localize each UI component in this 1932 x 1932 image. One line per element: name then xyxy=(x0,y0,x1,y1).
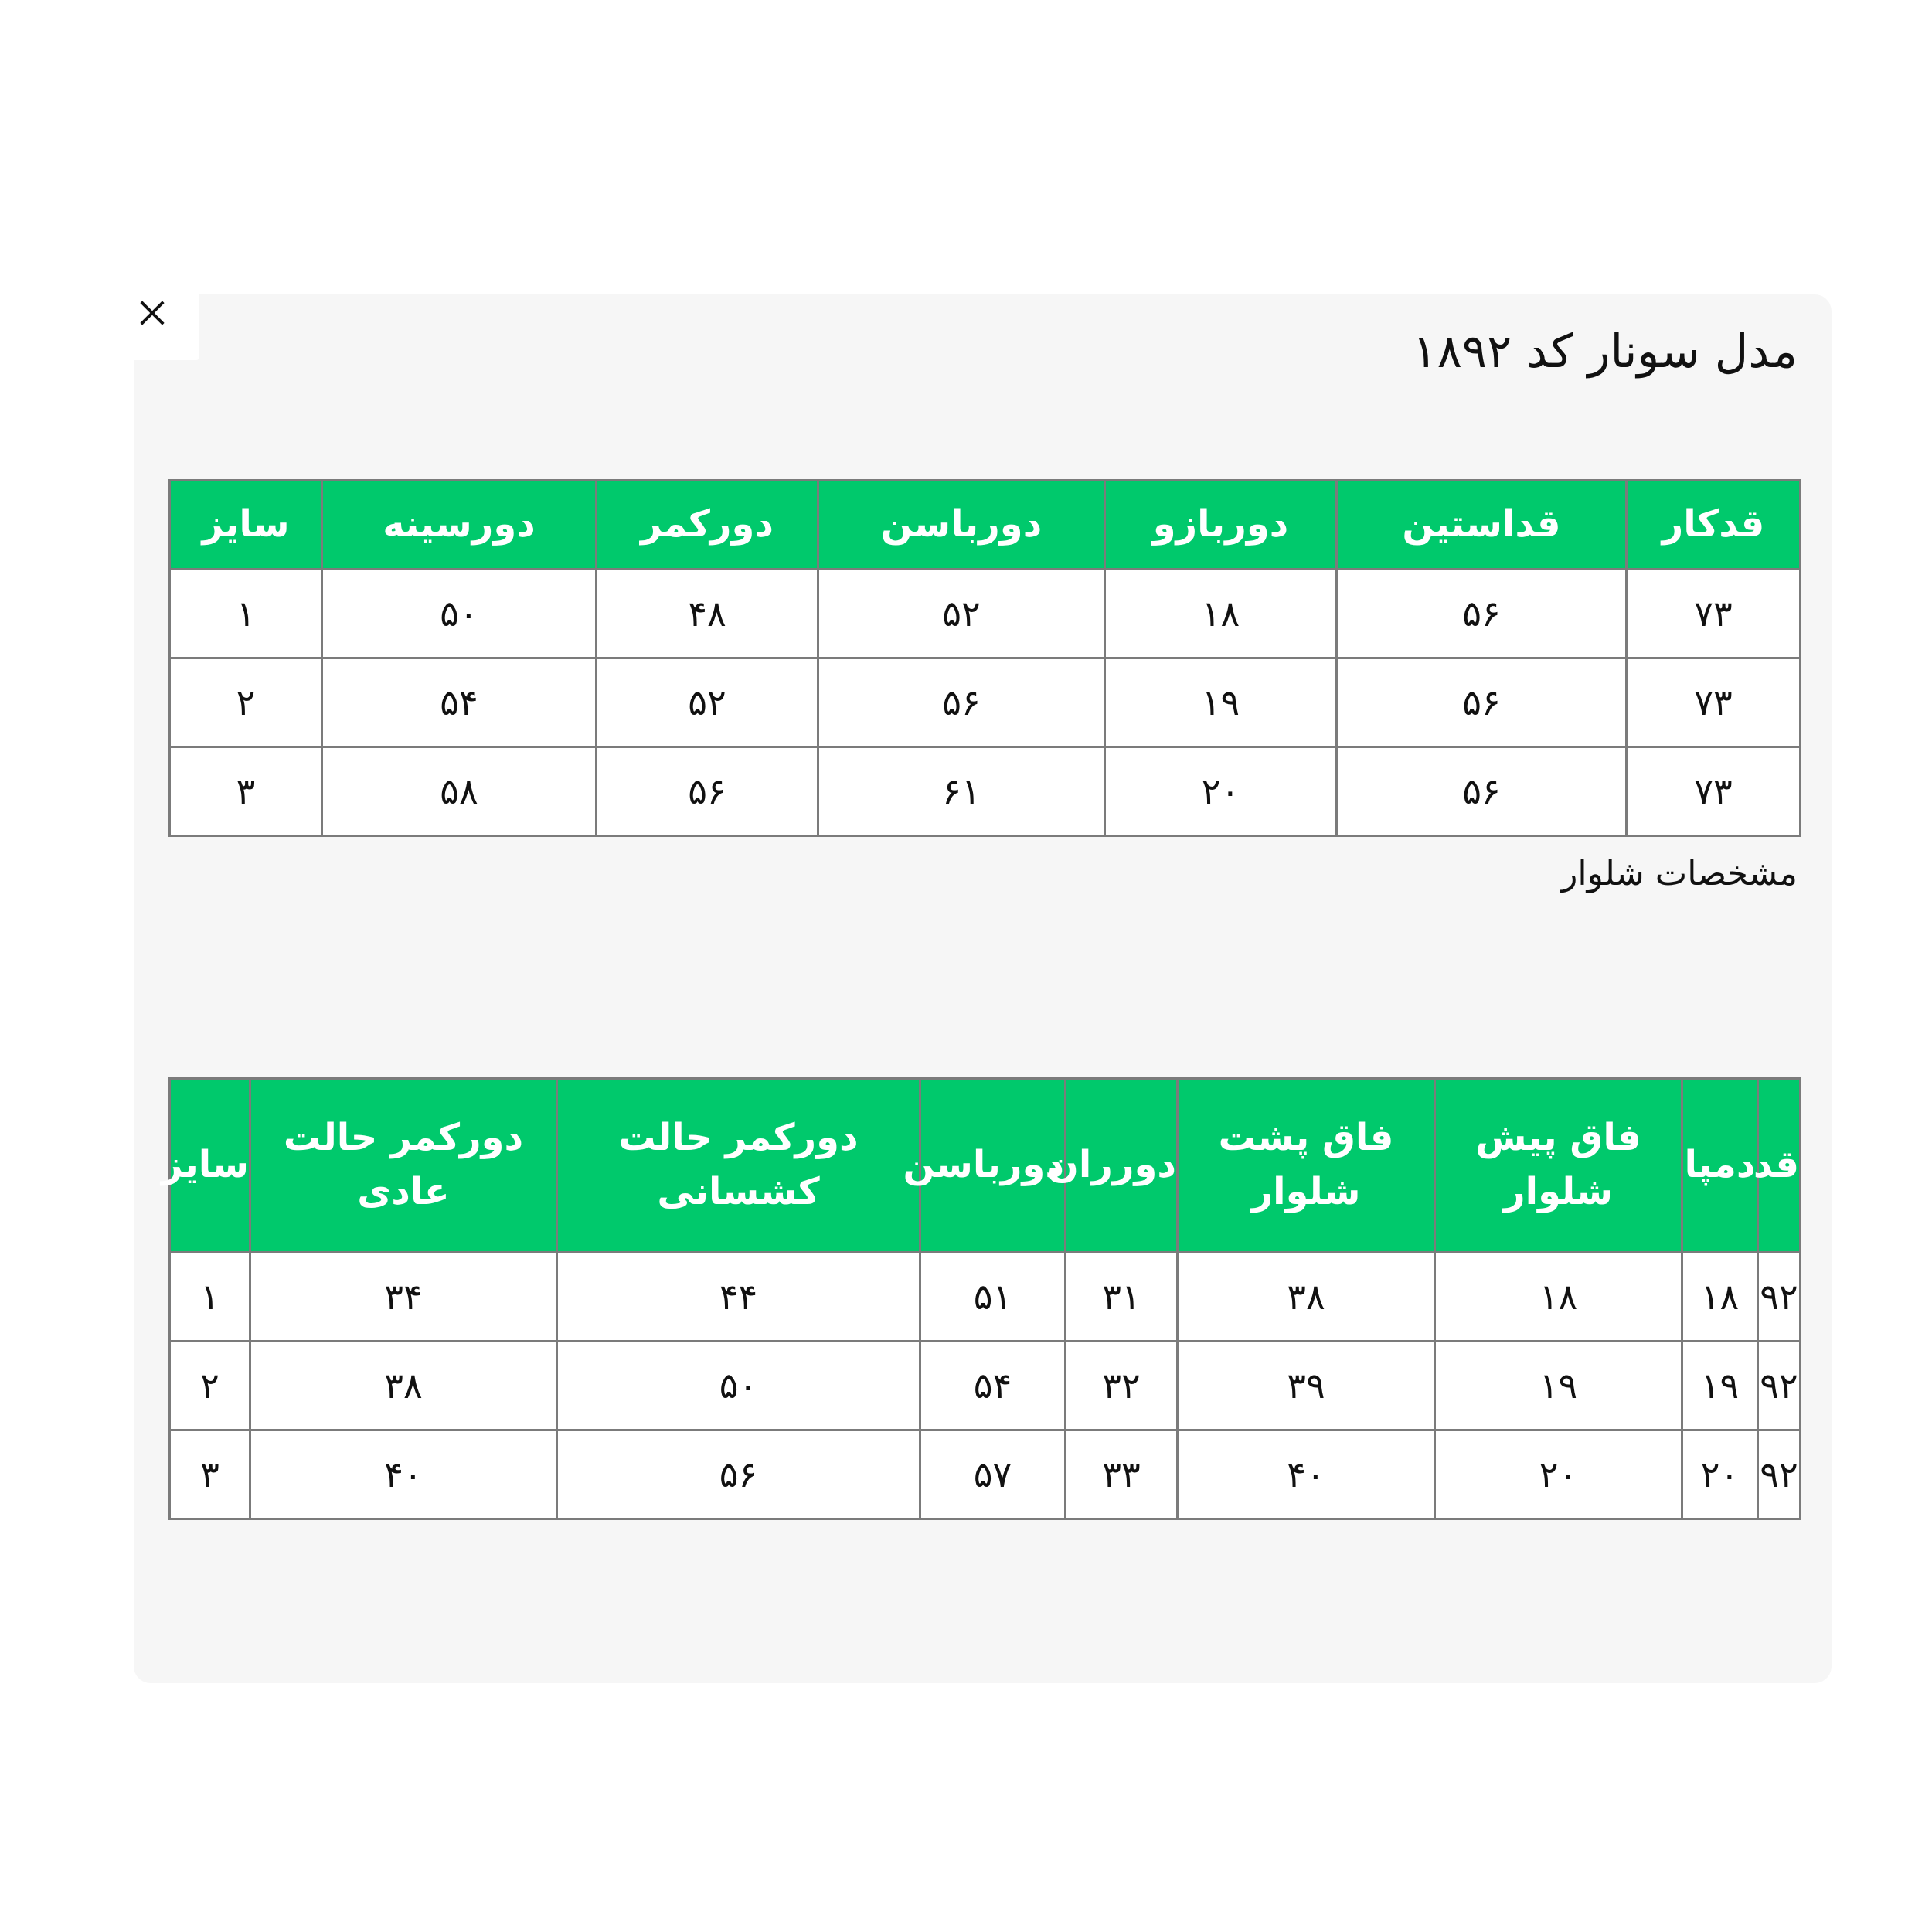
table-cell: ۷۳ xyxy=(1627,747,1801,836)
header-cell: دورکمر حالت کشسانی xyxy=(557,1079,920,1253)
table-cell: ۲۰ xyxy=(1105,747,1337,836)
table-cell: ۵۲ xyxy=(818,570,1105,658)
top-size-table xyxy=(168,479,1801,837)
table-cell: ۱۸ xyxy=(1105,570,1337,658)
table-cell: ۱ xyxy=(170,1253,250,1342)
header-cell: قد xyxy=(1758,1079,1801,1253)
table-cell: ۹۲ xyxy=(1758,1342,1801,1430)
table-cell: ۶۱ xyxy=(818,747,1105,836)
table-cell: ۳ xyxy=(170,747,322,836)
table-cell: ۱۸ xyxy=(1682,1253,1758,1342)
close-button[interactable] xyxy=(135,296,169,330)
header-cell: دوربازو xyxy=(1105,481,1337,570)
table-cell: ۵۱ xyxy=(920,1253,1066,1342)
table-cell: ۴۸ xyxy=(597,570,818,658)
table-cell: ۴۰ xyxy=(1178,1430,1435,1519)
table-cell: ۱۸ xyxy=(1435,1253,1682,1342)
table-cell: ۱۹ xyxy=(1682,1342,1758,1430)
table-cell: ۵۴ xyxy=(322,658,597,747)
table-cell: ۳۹ xyxy=(1178,1342,1435,1430)
table-cell: ۵۷ xyxy=(920,1430,1066,1519)
table-cell: ۳ xyxy=(170,1430,250,1519)
table-cell: ۲۰ xyxy=(1435,1430,1682,1519)
pants-size-table xyxy=(161,1077,1801,1520)
header-cell: قداستین xyxy=(1337,481,1627,570)
header-cell: فاق پیش شلوار xyxy=(1435,1079,1682,1253)
table-cell: ۹۲ xyxy=(1758,1430,1801,1519)
header-cell: دمپا xyxy=(1682,1079,1758,1253)
table-cell: ۵۴ xyxy=(920,1342,1066,1430)
table-cell: ۱ xyxy=(170,570,322,658)
header-cell: دورباسن xyxy=(920,1079,1066,1253)
table-cell: ۲ xyxy=(170,1342,250,1430)
header-cell: دورکمر xyxy=(597,481,818,570)
table-cell: ۵۶ xyxy=(818,658,1105,747)
table-cell: ۱۹ xyxy=(1435,1342,1682,1430)
table-cell: ۲۰ xyxy=(1682,1430,1758,1519)
header-cell: دورران xyxy=(1066,1079,1178,1253)
table-cell: ۵۶ xyxy=(1337,747,1627,836)
table-cell: ۳۸ xyxy=(250,1342,557,1430)
table-cell: ۳۳ xyxy=(1066,1430,1178,1519)
table-cell: ۹۲ xyxy=(1758,1253,1801,1342)
table-header-row xyxy=(170,1079,1801,1253)
table-cell: ۷۳ xyxy=(1627,658,1801,747)
pants-caption: مشخصات شلوار xyxy=(1561,854,1798,893)
table-cell: ۷۳ xyxy=(1627,570,1801,658)
table-cell: ۱۹ xyxy=(1105,658,1337,747)
table-cell: ۵۲ xyxy=(597,658,818,747)
table-cell: ۳۴ xyxy=(250,1253,557,1342)
header-cell: قدکار xyxy=(1627,481,1801,570)
close-icon xyxy=(138,298,167,328)
table-cell: ۲ xyxy=(170,658,322,747)
header-cell: دورسینه xyxy=(322,481,597,570)
table-cell: ۵۶ xyxy=(557,1430,920,1519)
table-cell: ۵۰ xyxy=(557,1342,920,1430)
table-cell: ۵۸ xyxy=(322,747,597,836)
table-cell: ۴۰ xyxy=(250,1430,557,1519)
table-row xyxy=(170,658,1801,747)
table-cell: ۵۶ xyxy=(1337,658,1627,747)
table-row xyxy=(170,1430,1801,1519)
table-row xyxy=(170,1253,1801,1342)
table-row xyxy=(170,747,1801,836)
table-header-row xyxy=(170,481,1801,570)
table-row xyxy=(170,570,1801,658)
header-cell: فاق پشت شلوار xyxy=(1178,1079,1435,1253)
table-cell: ۳۱ xyxy=(1066,1253,1178,1342)
table-cell: ۳۸ xyxy=(1178,1253,1435,1342)
table-cell: ۵۶ xyxy=(1337,570,1627,658)
header-cell: سایز xyxy=(170,481,322,570)
header-cell: دورباسن xyxy=(818,481,1105,570)
header-cell: سایز xyxy=(170,1079,250,1253)
dialog-title: مدل سونار کد ۱۸۹۲ xyxy=(1412,325,1798,379)
table-cell: ۵۶ xyxy=(597,747,818,836)
table-row xyxy=(170,1342,1801,1430)
table-cell: ۴۴ xyxy=(557,1253,920,1342)
table-cell: ۳۲ xyxy=(1066,1342,1178,1430)
header-cell: دورکمر حالت عادی xyxy=(250,1079,557,1253)
table-cell: ۵۰ xyxy=(322,570,597,658)
